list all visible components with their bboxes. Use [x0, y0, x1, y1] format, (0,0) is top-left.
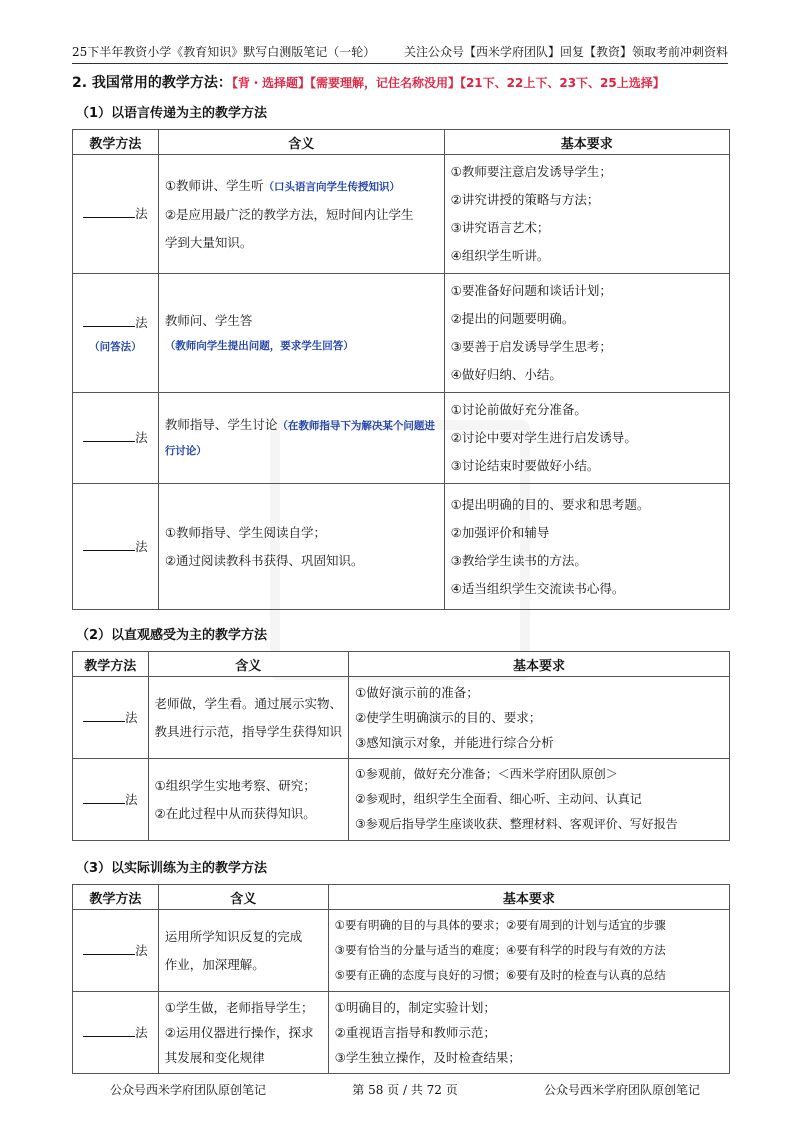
table-row	[73, 484, 730, 610]
col-header: 含义	[158, 885, 328, 910]
col-header: 基本要求	[328, 885, 729, 910]
page-header	[72, 38, 728, 64]
col-header: 基本要求	[349, 652, 730, 677]
fill-blank	[83, 427, 135, 442]
table-header-row	[73, 130, 730, 155]
requirements-cell: ①做好演示前的准备； ②使学生明确演示的目的、要求； ③感知演示对象，并能进行综合分析	[349, 677, 730, 759]
method-cell: 法	[73, 910, 159, 992]
fill-blank	[83, 203, 135, 218]
table-row	[73, 393, 730, 484]
method-alias: （问答法）	[89, 341, 142, 353]
method-cell: 法	[73, 393, 159, 484]
meaning-cell: 老师做，学生看。通过展示实物、 教具进行示范，指导学生获得知识	[148, 677, 349, 759]
fill-blank	[83, 1022, 135, 1037]
table-row	[73, 155, 730, 274]
method-cell: 法	[73, 677, 149, 759]
col-header: 教学方法	[73, 652, 149, 677]
col-header: 教学方法	[73, 885, 159, 910]
fill-blank	[83, 312, 135, 327]
table-header-row	[73, 885, 730, 910]
table2-subtitle: （2）以直观感受为主的教学方法	[76, 628, 268, 643]
method-cell: 法	[73, 484, 159, 610]
requirements-cell: ①教师要注意启发诱导学生； ②讲究讲授的策略与方法； ③讲究语言艺术； ④组织学生听讲。	[444, 155, 729, 274]
table-row	[73, 759, 730, 841]
table-row	[73, 992, 730, 1074]
table-row	[73, 274, 730, 393]
page-content	[72, 68, 730, 1074]
meaning-cell: ①教师指导、学生阅读自学； ②通过阅读教科书获得、巩固知识。	[158, 484, 444, 610]
method-cell: 法	[73, 155, 159, 274]
col-header: 含义	[148, 652, 349, 677]
requirements-cell: ①提出明确的目的、要求和思考题。 ②加强评价和辅导 ③教给学生读书的方法。 ④适当组织学生交流读书心得。	[444, 484, 729, 610]
fill-blank	[83, 940, 135, 955]
header-left: 25下半年教资小学《教育知识》默写白测版笔记（一轮）	[72, 45, 376, 59]
requirements-cell: ①明确目的，制定实验计划； ②重视语言指导和教师示范； ③学生独立操作，及时检查结果；	[328, 992, 729, 1074]
table-header-row	[73, 652, 730, 677]
fill-blank	[83, 707, 125, 722]
meaning-cell: ①教师讲、学生听（口头语言向学生传授知识） ②是应用最广泛的教学方法，短时间内让学生 学到大量知识。	[158, 155, 444, 274]
fill-blank	[83, 789, 125, 804]
meaning-cell: 教师指导、学生讨论（在教师指导下为解决某个问题进行讨论）	[158, 393, 444, 484]
table-row	[73, 910, 730, 992]
table-language-methods	[72, 129, 730, 610]
method-cell: 法	[73, 992, 159, 1074]
requirements-cell: ①要有明确的目的与具体的要求；②要有周到的计划与适宜的步骤 ③要有恰当的分量与适当的难度；④要有科学的时段与有效的方法 ⑤要有正确的态度与良好的习惯；⑥要有及时的检查与认真的总结	[328, 910, 729, 992]
fill-blank	[83, 536, 135, 551]
footer-right: 公众号西米学府团队原创笔记	[543, 1083, 700, 1097]
method-cell: 法	[73, 759, 149, 841]
meaning-cell: 运用所学知识反复的完成 作业，加深理解。	[158, 910, 328, 992]
page-number: 第 58 页 / 共 72 页	[352, 1083, 458, 1097]
page-footer	[110, 1081, 700, 1098]
table-row	[73, 677, 730, 759]
section-title: 2. 我国常用的教学方法：【背・选择题】【需要理解，记住名称没用】【21下、22上下、23下、25上选择】	[72, 75, 665, 91]
table3-subtitle: （3）以实际训练为主的教学方法	[76, 861, 268, 876]
method-cell: 法 （问答法）	[73, 274, 159, 393]
header-right: 关注公众号【西米学府团队】回复【教资】领取考前冲刺资料	[403, 45, 728, 59]
meaning-cell: ①学生做，老师指导学生； ②运用仪器进行操作，探求 其发展和变化规律	[158, 992, 328, 1074]
col-header: 基本要求	[444, 130, 729, 155]
requirements-cell: ①讨论前做好充分准备。 ②讨论中要对学生进行启发诱导。 ③讨论结束时要做好小结。	[444, 393, 729, 484]
table-visual-methods	[72, 651, 730, 841]
section-tags: 【背・选择题】【需要理解，记住名称没用】【21下、22上下、23下、25上选择】	[231, 76, 665, 90]
col-header: 含义	[158, 130, 444, 155]
table-practice-methods	[72, 884, 730, 1074]
meaning-cell: 教师问、学生答（教师向学生提出问题，要求学生回答）	[158, 274, 444, 393]
footer-left: 公众号西米学府团队原创笔记	[110, 1083, 267, 1097]
col-header: 教学方法	[73, 130, 159, 155]
requirements-cell: ①参观前，做好充分准备；＜西米学府团队原创＞ ②参观时，组织学生全面看、细心听、主动问、认真记 ③参观后指导学生座谈收获、整理材料、客观评价、写好报告	[349, 759, 730, 841]
table1-subtitle: （1）以语言传递为主的教学方法	[76, 106, 268, 121]
requirements-cell: ①要准备好问题和谈话计划； ②提出的问题要明确。 ③要善于启发诱导学生思考； ④做好归纳、小结。	[444, 274, 729, 393]
meaning-cell: ①组织学生实地考察、研究； ②在此过程中从而获得知识。	[148, 759, 349, 841]
